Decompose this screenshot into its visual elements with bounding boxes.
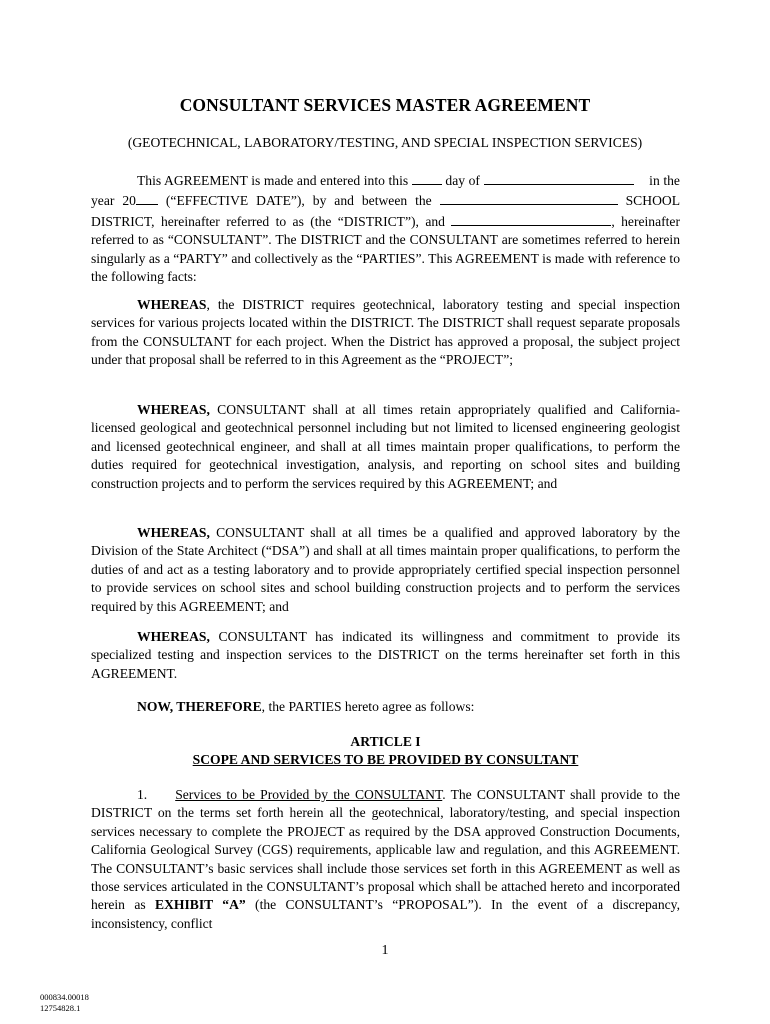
section-1-paragraph: 1. Services to be Provided by the CONSULTANT. The CONSULTANT shall provide to the DISTRICT on the terms set forth herein all the geotechnical, laboratory/testing, and special inspection services necessary to complete the PROJECT as required by the DSA approved Construction Documents, California Geological Survey (CGS) requirements, applicable law and regulation, and this AGREEMENT. The CONSULTANT’s basic services shall include those services set forth in this AGREEMENT as well as those services articulated in the CONSULTANT’s proposal which shall be attached hereto and incorporated herein as EXHIBIT “A” (the CONSULTANT’s “PROPOSAL”). In the event of a discrepancy, inconsistency, conflict bbox=[91, 787, 680, 931]
district-name-blank bbox=[440, 190, 618, 205]
article-heading: SCOPE AND SERVICES TO BE PROVIDED BY CONSULTANT bbox=[192, 752, 579, 767]
document-subtitle: (GEOTECHNICAL, LABORATORY/TESTING, AND SPECIAL INSPECTION SERVICES) bbox=[127, 135, 643, 150]
day-blank bbox=[412, 170, 442, 185]
intro-paragraph: This AGREEMENT is made and entered into this day of in the year 20 (“EFFECTIVE DATE”), by and between the SCHOOL DISTRICT, hereinafter referred to as (the “DISTRICT”), and , hereinafter referred to as “CONSULTANT”. The DISTRICT and the CONSULTANT are sometimes referred to herein singularly as a “PARTY” and collectively as the “PARTIES”. This AGREEMENT is made with reference to the following facts: bbox=[91, 170, 680, 286]
page-number: 1 bbox=[381, 943, 389, 958]
month-blank bbox=[484, 170, 634, 185]
whereas-paragraph-1: WHEREAS, the DISTRICT requires geotechnical, laboratory testing and special inspection services for various projects located within the DISTRICT. The DISTRICT shall request separate proposals from the CONSULTANT for each project. When the District has approved a proposal, the subject project under that proposal shall be referred to in this Agreement as the “PROJECT”; bbox=[91, 297, 680, 368]
document-id: 000834.00018 12754828.1 bbox=[40, 992, 89, 1013]
whereas-paragraph-4: WHEREAS, CONSULTANT has indicated its willingness and commitment to provide its specialized testing and inspection services to the DISTRICT on the terms hereinafter set forth in this AGREEMENT. bbox=[91, 629, 680, 681]
year-blank bbox=[136, 190, 158, 205]
now-therefore-paragraph: NOW, THEREFORE, the PARTIES hereto agree as follows: bbox=[137, 699, 475, 714]
consultant-name-blank bbox=[451, 211, 611, 226]
exhibit-a-reference: EXHIBIT “A” bbox=[155, 897, 246, 913]
whereas-paragraph-3: WHEREAS, CONSULTANT shall at all times be a qualified and approved laboratory by the Division of the State Architect (“DSA”) and shall at all times maintain proper qualifications, to perform the duties of and act as a testing laboratory and to provide appropriately certified special inspection personnel to provide services on school sites and school building construction projects and to perform the services required by this AGREEMENT; and bbox=[91, 525, 680, 614]
document-title: CONSULTANT SERVICES MASTER AGREEMENT bbox=[179, 95, 591, 115]
article-number: ARTICLE I bbox=[350, 734, 421, 749]
whereas-paragraph-2: WHEREAS, CONSULTANT shall at all times retain appropriately qualified and California-licensed geological and geotechnical personnel including but not limited to licensed engineering geologist and licensed geotechnical engineer, and shall at all times maintain proper qualifications, to perform the duties required for geotechnical investigation, analysis, and reporting on school sites and building construction projects and to perform the services required by this AGREEMENT; and bbox=[91, 402, 680, 491]
section-1-heading: Services to be Provided by the CONSULTANT bbox=[175, 787, 443, 802]
